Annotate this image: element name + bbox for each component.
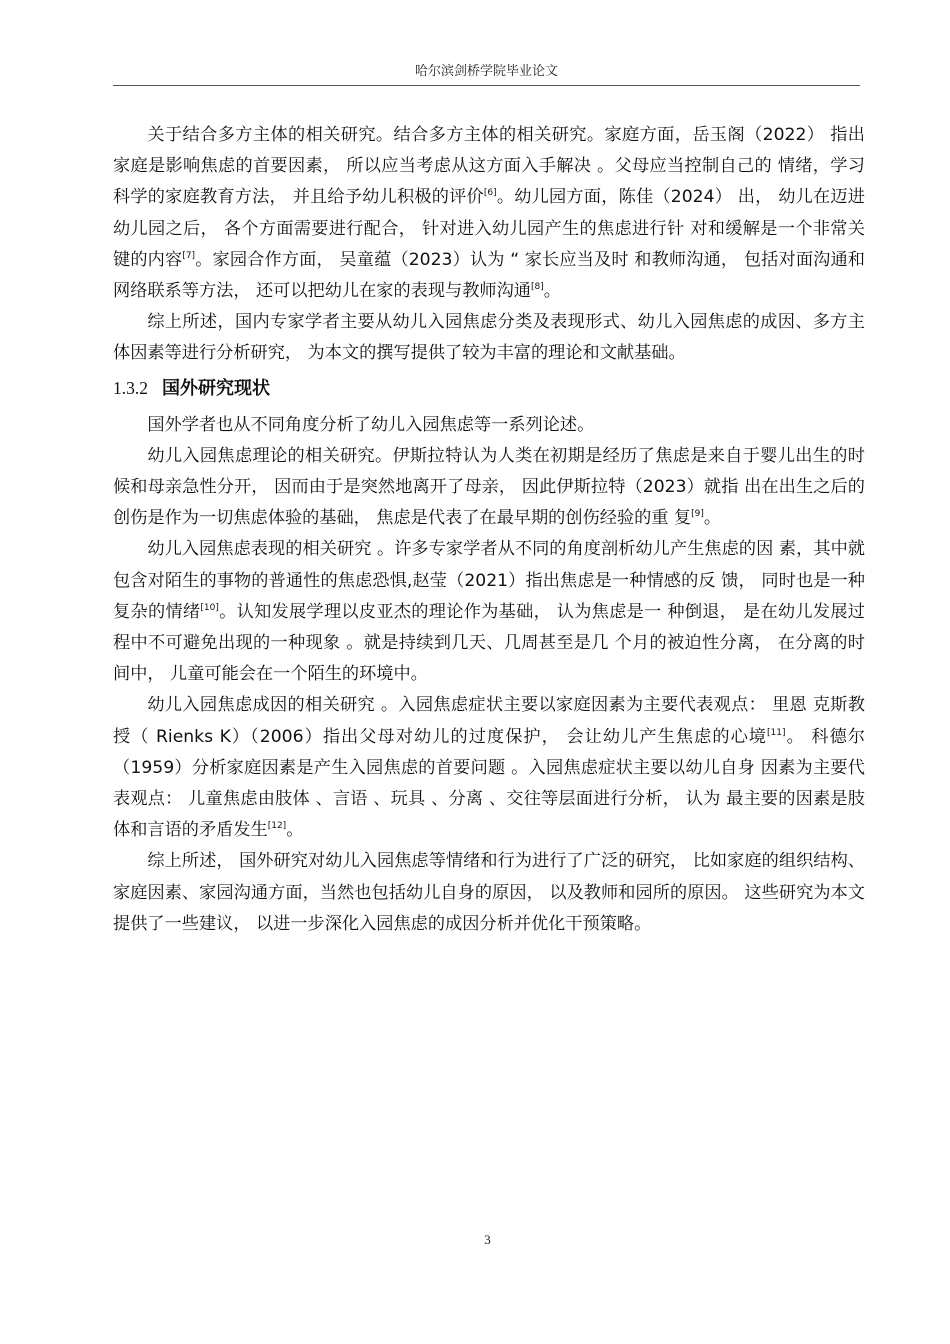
citation-ref: [6] (483, 188, 497, 199)
paragraph-text: 。 (286, 820, 304, 841)
paragraph-text: 关于结合多方主体的相关研究。结合多方主体的相关研究。家庭方面，岳玉阁（2022） 指出家庭是影响焦虑的首要因素， 所以应当考虑从这方面入手解决 。父母应当控制自己的 情绪，学习科学的家庭教育方法， 并且给予幼儿积极的评价 (113, 125, 865, 208)
section-number: 1.3.2 (113, 377, 148, 398)
citation-ref: [8] (530, 282, 544, 293)
paragraph-text: 幼儿入园焦虑成因的相关研究 。入园焦虑症状主要以家庭因素为主要代表观点： 里恩 克斯教授（ Rienks K）（2006）指出父母对幼儿的过度保护， 会让幼儿产生焦虑的心境 (113, 695, 865, 747)
paragraph-anxiety-theory (113, 441, 865, 535)
paragraph-text: 。 科德尔（1959）分析家庭因素是产生入园焦虑的首要问题 。入园焦虑症状主要以幼儿自身 因素为主要代表观点： 儿童焦虑由肢体 、言语 、玩具 、分离 、交往等层面进行分析， 认为 最主要的因素是肢体和言语的矛盾发生 (113, 726, 865, 841)
citation-ref: [9] (691, 509, 704, 520)
paragraph-text: 。认知发展学理以皮亚杰的理论作为基础， 认为焦虑是一 种倒退， 是在幼儿发展过程中不可避免出现的一种现象 。就是持续到几天、几周甚至是几 个月的被迫性分离， 在分离的时间中， 儿童可能会在一个陌生的环境中。 (113, 601, 865, 685)
paragraph-text: 幼儿入园焦虑表现的相关研究 。许多专家学者从不同的角度剖析幼儿产生焦虑的因 素，其中就包含对陌生的事物的普通性的焦虑恐惧,赵莹（2021）指出焦虑是一种情感的反 馈， 同时也是一种复杂的情绪 (113, 539, 865, 622)
paragraph-text: 幼儿入园焦虑理论的相关研究。伊斯拉特认为人类在初期是经历了焦虑是来自于婴儿出生的时候和母亲急性分开， 因而由于是突然地离开了母亲， 因此伊斯拉特（2023）就指 出在出生之后的创伤是作为一切焦虑体验的基础， 焦虑是代表了在最早期的创伤经验的重 复 (113, 445, 865, 529)
running-header: 哈尔滨剑桥学院毕业论文 (113, 60, 860, 86)
section-heading (113, 372, 865, 404)
citation-ref: [7] (182, 250, 196, 261)
paragraph-text: 。 (543, 281, 561, 302)
paragraph-anxiety-causes (113, 690, 865, 846)
paragraph-domestic-summary: 综上所述，国内专家学者主要从幼儿入园焦虑分类及表现形式、幼儿入园焦虑的成因、多方主体因素等进行分析研究， 为本文的撰写提供了较为丰富的理论和文献基础。 (113, 312, 865, 364)
citation-ref: [10] (200, 602, 219, 613)
paragraph-text: 。家园合作方面， 吴童蕴（2023）认为 “ 家长应当及时 和教师沟通， 包括对面沟通和网络联系等方法， 还可以把幼儿在家的表现与教师沟通 (113, 249, 865, 302)
paragraph-text: 。幼儿园方面，陈佳（2024） 出， 幼儿在迈进幼儿园之后， 各个方面需要进行配合， 针对进入幼儿园产生的焦虑进行针 对和缓解是一个非常关键的内容 (113, 187, 865, 270)
paragraph-foreign-summary: 综上所述， 国外研究对幼儿入园焦虑等情绪和行为进行了广泛的研究， 比如家庭的组织结构、家庭因素、家园沟通方面，当然也包括幼儿自身的原因， 以及教师和园所的原因。 这些研究为本文提供了一些建议， 以进一步深化入园焦虑的成因分析并优化干预策略。 (113, 851, 865, 934)
paragraph-foreign-intro: 国外学者也从不同角度分析了幼儿入园焦虑等一系列论述。 (147, 414, 595, 435)
citation-ref: [11] (767, 727, 786, 738)
paragraph-text: 。 (703, 508, 722, 529)
page-number: 3 (484, 1232, 491, 1247)
citation-ref: [12] (267, 821, 287, 832)
document-body (113, 120, 865, 940)
paragraph-multi-party-research (113, 120, 865, 307)
section-title: 国外研究现状 (162, 377, 270, 399)
paragraph-anxiety-manifestation (113, 534, 865, 690)
